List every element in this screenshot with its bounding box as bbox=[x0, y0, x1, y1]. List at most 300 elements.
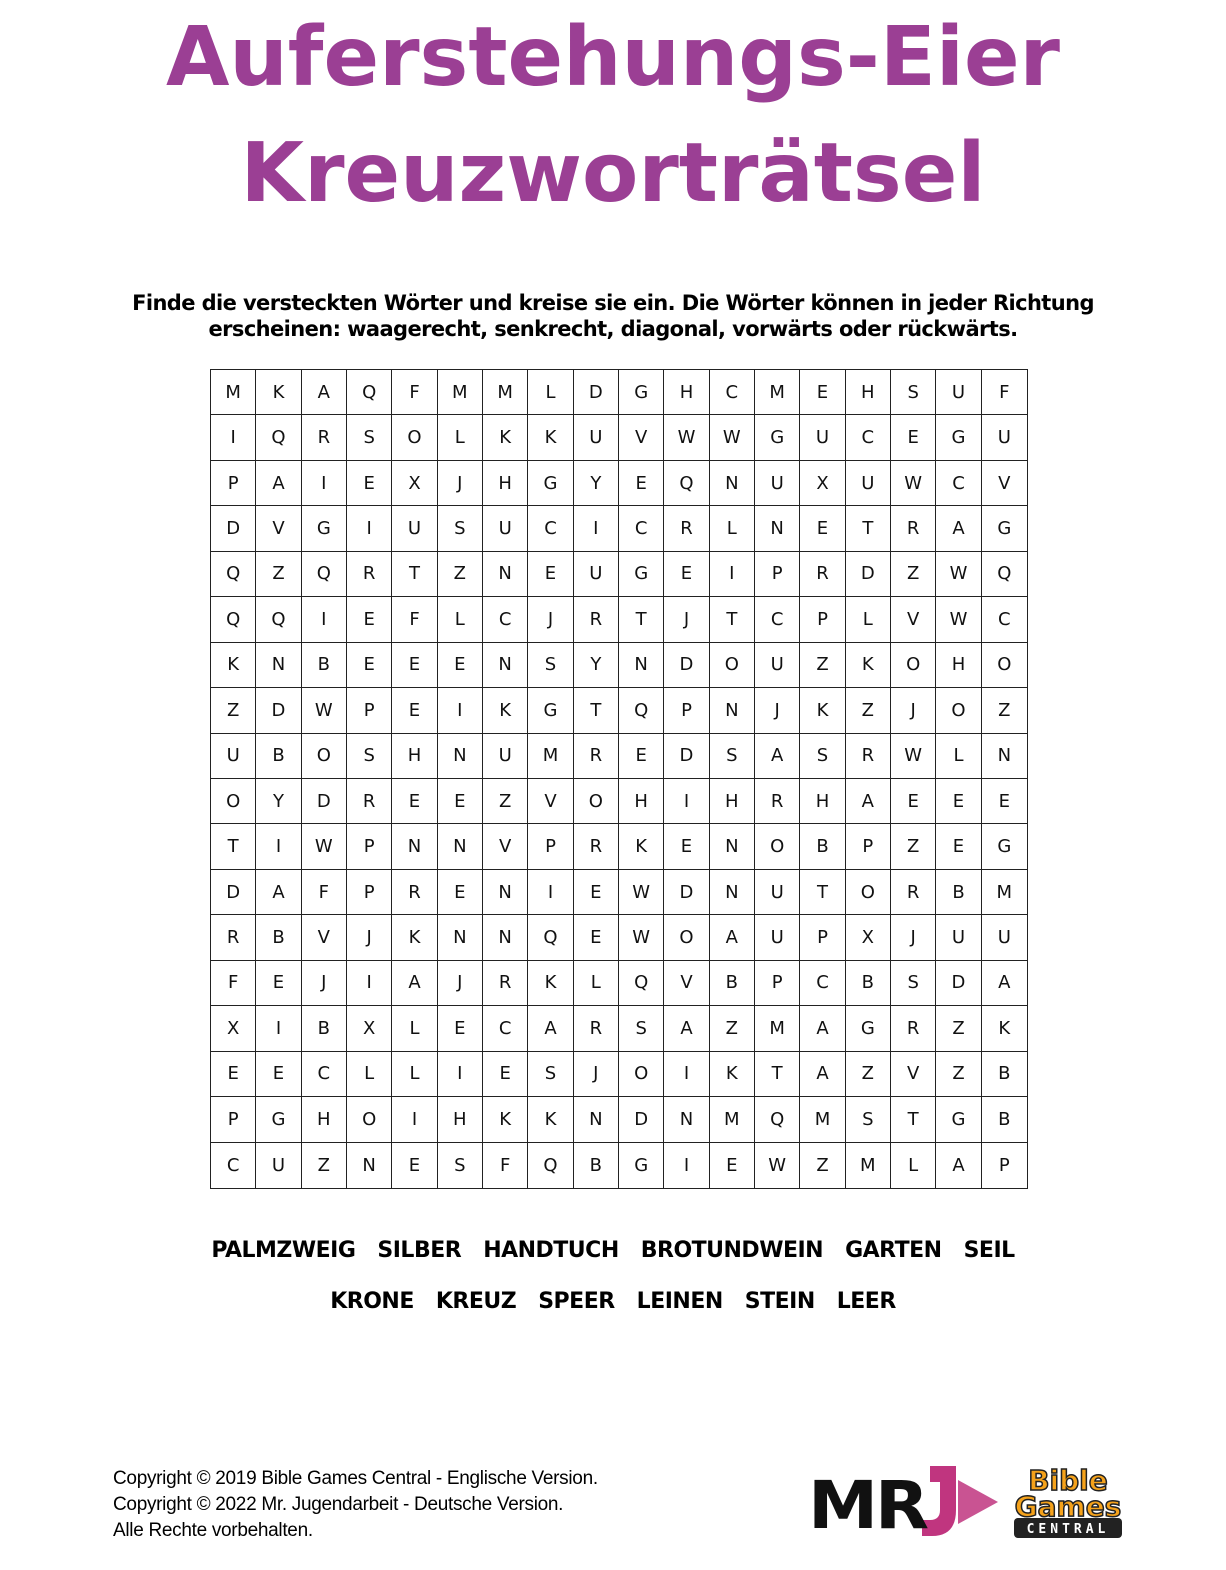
grid-cell[interactable]: X bbox=[392, 461, 437, 506]
grid-cell[interactable]: H bbox=[619, 779, 664, 824]
grid-cell[interactable]: Q bbox=[256, 597, 301, 642]
grid-cell[interactable]: A bbox=[528, 1006, 573, 1051]
grid-cell[interactable]: S bbox=[846, 1097, 891, 1142]
grid-cell[interactable]: P bbox=[347, 824, 392, 869]
grid-cell[interactable]: W bbox=[755, 1143, 800, 1188]
grid-cell[interactable]: Q bbox=[619, 688, 664, 733]
grid-cell[interactable]: I bbox=[302, 597, 347, 642]
grid-cell[interactable]: F bbox=[483, 1143, 528, 1188]
grid-cell[interactable]: I bbox=[347, 506, 392, 551]
grid-cell[interactable]: R bbox=[891, 1006, 936, 1051]
grid-cell[interactable]: E bbox=[256, 961, 301, 1006]
grid-cell[interactable]: R bbox=[574, 597, 619, 642]
grid-cell[interactable]: M bbox=[483, 370, 528, 415]
grid-cell[interactable]: Q bbox=[982, 552, 1027, 597]
grid-cell[interactable]: H bbox=[392, 734, 437, 779]
grid-cell[interactable]: Z bbox=[256, 552, 301, 597]
grid-cell[interactable]: D bbox=[256, 688, 301, 733]
grid-cell[interactable]: C bbox=[528, 506, 573, 551]
grid-cell[interactable]: G bbox=[528, 461, 573, 506]
grid-cell[interactable]: Q bbox=[211, 597, 256, 642]
grid-cell[interactable]: P bbox=[528, 824, 573, 869]
grid-cell[interactable]: N bbox=[438, 915, 483, 960]
grid-cell[interactable]: U bbox=[936, 915, 981, 960]
grid-cell[interactable]: N bbox=[438, 824, 483, 869]
grid-cell[interactable]: E bbox=[347, 643, 392, 688]
grid-cell[interactable]: T bbox=[619, 597, 664, 642]
grid-cell[interactable]: C bbox=[710, 370, 755, 415]
grid-cell[interactable]: U bbox=[483, 506, 528, 551]
grid-cell[interactable]: Q bbox=[528, 915, 573, 960]
grid-cell[interactable]: O bbox=[891, 643, 936, 688]
grid-cell[interactable]: K bbox=[619, 824, 664, 869]
grid-cell[interactable]: E bbox=[438, 779, 483, 824]
grid-cell[interactable]: J bbox=[664, 597, 709, 642]
grid-cell[interactable]: L bbox=[574, 961, 619, 1006]
grid-cell[interactable]: S bbox=[438, 1143, 483, 1188]
grid-cell[interactable]: T bbox=[891, 1097, 936, 1142]
grid-cell[interactable]: E bbox=[392, 688, 437, 733]
grid-cell[interactable]: I bbox=[392, 1097, 437, 1142]
grid-cell[interactable]: K bbox=[392, 915, 437, 960]
grid-cell[interactable]: D bbox=[664, 870, 709, 915]
grid-cell[interactable]: A bbox=[982, 961, 1027, 1006]
grid-cell[interactable]: F bbox=[302, 870, 347, 915]
grid-cell[interactable]: D bbox=[936, 961, 981, 1006]
grid-cell[interactable]: T bbox=[710, 597, 755, 642]
grid-cell[interactable]: Z bbox=[891, 824, 936, 869]
grid-cell[interactable]: G bbox=[982, 824, 1027, 869]
grid-cell[interactable]: J bbox=[891, 915, 936, 960]
grid-cell[interactable]: H bbox=[664, 370, 709, 415]
grid-cell[interactable]: W bbox=[710, 415, 755, 460]
grid-cell[interactable]: E bbox=[392, 779, 437, 824]
grid-cell[interactable]: A bbox=[846, 779, 891, 824]
grid-cell[interactable]: L bbox=[392, 1006, 437, 1051]
grid-cell[interactable]: N bbox=[438, 734, 483, 779]
grid-cell[interactable]: R bbox=[664, 506, 709, 551]
grid-cell[interactable]: Z bbox=[800, 643, 845, 688]
grid-cell[interactable]: S bbox=[438, 506, 483, 551]
grid-cell[interactable]: V bbox=[528, 779, 573, 824]
grid-cell[interactable]: M bbox=[800, 1097, 845, 1142]
grid-cell[interactable]: Z bbox=[302, 1143, 347, 1188]
grid-cell[interactable]: R bbox=[755, 779, 800, 824]
grid-cell[interactable]: V bbox=[256, 506, 301, 551]
grid-cell[interactable]: N bbox=[710, 824, 755, 869]
grid-cell[interactable]: B bbox=[302, 643, 347, 688]
grid-cell[interactable]: N bbox=[483, 870, 528, 915]
grid-cell[interactable]: D bbox=[664, 734, 709, 779]
grid-cell[interactable]: C bbox=[800, 961, 845, 1006]
grid-cell[interactable]: Z bbox=[846, 688, 891, 733]
grid-cell[interactable]: U bbox=[800, 415, 845, 460]
grid-cell[interactable]: K bbox=[483, 1097, 528, 1142]
grid-cell[interactable]: S bbox=[347, 415, 392, 460]
grid-cell[interactable]: U bbox=[755, 915, 800, 960]
grid-cell[interactable]: W bbox=[936, 552, 981, 597]
grid-cell[interactable]: P bbox=[347, 870, 392, 915]
grid-cell[interactable]: G bbox=[302, 506, 347, 551]
grid-cell[interactable]: D bbox=[211, 506, 256, 551]
grid-cell[interactable]: W bbox=[619, 915, 664, 960]
grid-cell[interactable]: Q bbox=[755, 1097, 800, 1142]
grid-cell[interactable]: I bbox=[664, 1052, 709, 1097]
grid-cell[interactable]: M bbox=[846, 1143, 891, 1188]
grid-cell[interactable]: B bbox=[982, 1097, 1027, 1142]
grid-cell[interactable]: J bbox=[574, 1052, 619, 1097]
grid-cell[interactable]: J bbox=[438, 961, 483, 1006]
grid-cell[interactable]: P bbox=[998, 1154, 1010, 1176]
grid-cell[interactable]: V bbox=[619, 415, 664, 460]
grid-cell[interactable]: V bbox=[664, 961, 709, 1006]
grid-cell[interactable]: R bbox=[347, 552, 392, 597]
grid-cell[interactable]: U bbox=[574, 415, 619, 460]
grid-cell[interactable]: K bbox=[982, 1006, 1027, 1051]
grid-cell[interactable]: H bbox=[483, 461, 528, 506]
grid-cell[interactable]: E bbox=[347, 597, 392, 642]
grid-cell[interactable]: T bbox=[574, 688, 619, 733]
grid-cell[interactable]: O bbox=[710, 643, 755, 688]
grid-cell[interactable]: R bbox=[483, 961, 528, 1006]
grid-cell[interactable]: C bbox=[755, 597, 800, 642]
grid-cell[interactable]: H bbox=[846, 370, 891, 415]
grid-cell[interactable]: E bbox=[891, 779, 936, 824]
grid-cell[interactable]: P bbox=[846, 824, 891, 869]
grid-cell[interactable]: B bbox=[846, 961, 891, 1006]
grid-cell[interactable]: O bbox=[846, 870, 891, 915]
grid-cell[interactable]: N bbox=[664, 1097, 709, 1142]
grid-cell[interactable]: E bbox=[664, 824, 709, 869]
grid-cell[interactable]: N bbox=[483, 915, 528, 960]
grid-cell[interactable]: N bbox=[574, 1097, 619, 1142]
grid-cell[interactable]: O bbox=[755, 824, 800, 869]
grid-cell[interactable]: U bbox=[392, 506, 437, 551]
grid-cell[interactable]: Y bbox=[256, 779, 301, 824]
grid-cell[interactable]: E bbox=[619, 734, 664, 779]
grid-cell[interactable]: Z bbox=[438, 552, 483, 597]
grid-cell[interactable]: G bbox=[936, 415, 981, 460]
grid-cell[interactable]: N bbox=[483, 552, 528, 597]
grid-cell[interactable]: P bbox=[347, 688, 392, 733]
grid-cell[interactable]: N bbox=[982, 734, 1027, 779]
grid-cell[interactable]: F bbox=[392, 370, 437, 415]
grid-cell[interactable]: O bbox=[574, 779, 619, 824]
grid-cell[interactable]: M bbox=[211, 370, 256, 415]
grid-cell[interactable]: H bbox=[302, 1097, 347, 1142]
grid-cell[interactable]: E bbox=[619, 461, 664, 506]
grid-cell[interactable]: P bbox=[755, 961, 800, 1006]
grid-cell[interactable]: R bbox=[392, 870, 437, 915]
grid-cell[interactable]: I bbox=[347, 961, 392, 1006]
grid-cell[interactable]: E bbox=[392, 643, 437, 688]
grid-cell[interactable]: K bbox=[710, 1052, 755, 1097]
grid-cell[interactable]: E bbox=[438, 643, 483, 688]
grid-cell[interactable]: I bbox=[438, 1052, 483, 1097]
grid-cell[interactable]: H bbox=[800, 779, 845, 824]
grid-cell[interactable]: R bbox=[211, 915, 256, 960]
grid-cell[interactable]: K bbox=[528, 1097, 573, 1142]
grid-cell[interactable]: L bbox=[936, 734, 981, 779]
grid-cell[interactable]: P bbox=[800, 915, 845, 960]
grid-cell[interactable]: G bbox=[619, 370, 664, 415]
grid-cell[interactable]: A bbox=[392, 961, 437, 1006]
grid-cell[interactable]: N bbox=[619, 643, 664, 688]
grid-cell[interactable]: Q bbox=[256, 415, 301, 460]
grid-cell[interactable]: A bbox=[664, 1006, 709, 1051]
grid-cell[interactable]: O bbox=[211, 779, 256, 824]
grid-cell[interactable]: A bbox=[936, 506, 981, 551]
grid-cell[interactable]: T bbox=[211, 824, 256, 869]
grid-cell[interactable]: P bbox=[211, 461, 256, 506]
grid-cell[interactable]: X bbox=[347, 1006, 392, 1051]
grid-cell[interactable]: B bbox=[800, 824, 845, 869]
grid-cell[interactable]: G bbox=[755, 415, 800, 460]
grid-cell[interactable]: K bbox=[528, 415, 573, 460]
grid-cell[interactable]: K bbox=[211, 643, 256, 688]
grid-cell[interactable]: D bbox=[302, 779, 347, 824]
grid-cell[interactable]: W bbox=[664, 415, 709, 460]
grid-cell[interactable]: H bbox=[936, 643, 981, 688]
grid-cell[interactable]: R bbox=[574, 824, 619, 869]
grid-cell[interactable]: Z bbox=[982, 688, 1027, 733]
grid-cell[interactable]: R bbox=[800, 552, 845, 597]
grid-cell[interactable]: B bbox=[256, 734, 301, 779]
grid-cell[interactable]: G bbox=[982, 506, 1027, 551]
grid-cell[interactable]: X bbox=[846, 915, 891, 960]
grid-cell[interactable]: R bbox=[891, 870, 936, 915]
grid-cell[interactable]: B bbox=[982, 1052, 1027, 1097]
grid-cell[interactable]: U bbox=[982, 915, 1027, 960]
grid-cell[interactable]: N bbox=[347, 1143, 392, 1188]
grid-cell[interactable]: N bbox=[710, 870, 755, 915]
grid-cell[interactable]: P bbox=[755, 552, 800, 597]
grid-cell[interactable]: L bbox=[347, 1052, 392, 1097]
grid-cell[interactable]: A bbox=[800, 1006, 845, 1051]
grid-cell[interactable]: R bbox=[891, 506, 936, 551]
grid-cell[interactable]: A bbox=[256, 461, 301, 506]
grid-cell[interactable]: K bbox=[256, 370, 301, 415]
grid-cell[interactable]: V bbox=[483, 824, 528, 869]
grid-cell[interactable]: I bbox=[302, 461, 347, 506]
grid-cell[interactable]: Q bbox=[302, 552, 347, 597]
grid-cell[interactable]: V bbox=[302, 915, 347, 960]
grid-cell[interactable]: C bbox=[982, 597, 1027, 642]
grid-cell[interactable]: G bbox=[619, 552, 664, 597]
grid-cell[interactable]: F bbox=[211, 961, 256, 1006]
grid-cell[interactable]: I bbox=[528, 870, 573, 915]
grid-cell[interactable]: Z bbox=[936, 1052, 981, 1097]
grid-cell[interactable]: N bbox=[755, 506, 800, 551]
grid-cell[interactable]: U bbox=[211, 734, 256, 779]
grid-cell[interactable]: U bbox=[483, 734, 528, 779]
grid-cell[interactable]: H bbox=[438, 1097, 483, 1142]
grid-cell[interactable]: U bbox=[936, 370, 981, 415]
grid-cell[interactable]: W bbox=[936, 597, 981, 642]
grid-cell[interactable]: S bbox=[891, 370, 936, 415]
grid-cell[interactable]: I bbox=[256, 824, 301, 869]
grid-cell[interactable]: J bbox=[528, 597, 573, 642]
grid-cell[interactable]: J bbox=[438, 461, 483, 506]
grid-cell[interactable]: J bbox=[755, 688, 800, 733]
grid-cell[interactable]: C bbox=[619, 506, 664, 551]
grid-cell[interactable]: C bbox=[483, 597, 528, 642]
grid-cell[interactable]: K bbox=[800, 688, 845, 733]
grid-cell[interactable]: M bbox=[755, 1006, 800, 1051]
grid-cell[interactable]: I bbox=[438, 688, 483, 733]
grid-cell[interactable]: E bbox=[438, 870, 483, 915]
grid-cell[interactable]: A bbox=[755, 734, 800, 779]
grid-cell[interactable]: L bbox=[846, 597, 891, 642]
grid-cell[interactable]: I bbox=[211, 415, 256, 460]
grid-cell[interactable]: Z bbox=[710, 1006, 755, 1051]
grid-cell[interactable]: Y bbox=[574, 461, 619, 506]
grid-cell[interactable]: F bbox=[982, 370, 1027, 415]
grid-cell[interactable]: Z bbox=[483, 779, 528, 824]
grid-cell[interactable]: W bbox=[891, 734, 936, 779]
grid-cell[interactable]: S bbox=[800, 734, 845, 779]
grid-cell[interactable]: S bbox=[710, 734, 755, 779]
grid-cell[interactable]: R bbox=[574, 1006, 619, 1051]
grid-cell[interactable]: O bbox=[982, 643, 1027, 688]
grid-cell[interactable]: T bbox=[755, 1052, 800, 1097]
grid-cell[interactable]: Z bbox=[800, 1143, 845, 1188]
grid-cell[interactable]: E bbox=[574, 870, 619, 915]
grid-cell[interactable]: V bbox=[891, 1052, 936, 1097]
grid-cell[interactable]: D bbox=[574, 370, 619, 415]
grid-cell[interactable]: E bbox=[528, 552, 573, 597]
grid-cell[interactable]: M bbox=[982, 870, 1027, 915]
grid-cell[interactable]: T bbox=[392, 552, 437, 597]
grid-cell[interactable]: E bbox=[392, 1143, 437, 1188]
grid-cell[interactable]: R bbox=[302, 415, 347, 460]
grid-cell[interactable]: B bbox=[302, 1006, 347, 1051]
grid-cell[interactable]: G bbox=[256, 1097, 301, 1142]
grid-cell[interactable]: Y bbox=[574, 643, 619, 688]
grid-cell[interactable]: E bbox=[574, 915, 619, 960]
grid-cell[interactable]: O bbox=[664, 915, 709, 960]
grid-cell[interactable]: C bbox=[211, 1143, 256, 1188]
grid-cell[interactable]: W bbox=[302, 688, 347, 733]
grid-cell[interactable]: L bbox=[528, 370, 573, 415]
grid-cell[interactable]: A bbox=[936, 1143, 981, 1188]
grid-cell[interactable]: S bbox=[528, 1052, 573, 1097]
grid-cell[interactable]: F bbox=[392, 597, 437, 642]
grid-cell[interactable]: L bbox=[438, 415, 483, 460]
grid-cell[interactable]: D bbox=[846, 552, 891, 597]
grid-cell[interactable]: T bbox=[800, 870, 845, 915]
grid-cell[interactable]: E bbox=[438, 1006, 483, 1051]
grid-cell[interactable]: B bbox=[710, 961, 755, 1006]
grid-cell[interactable]: E bbox=[483, 1052, 528, 1097]
grid-cell[interactable]: E bbox=[800, 370, 845, 415]
grid-cell[interactable]: N bbox=[483, 643, 528, 688]
grid-cell[interactable]: C bbox=[846, 415, 891, 460]
grid-cell[interactable]: P bbox=[211, 1097, 256, 1142]
grid-cell[interactable]: K bbox=[483, 688, 528, 733]
grid-cell[interactable]: O bbox=[392, 415, 437, 460]
grid-cell[interactable]: B bbox=[574, 1143, 619, 1188]
grid-cell[interactable]: R bbox=[347, 779, 392, 824]
grid-cell[interactable]: I bbox=[664, 779, 709, 824]
grid-cell[interactable]: E bbox=[710, 1143, 755, 1188]
grid-cell[interactable]: M bbox=[528, 734, 573, 779]
grid-cell[interactable]: X bbox=[211, 1006, 256, 1051]
grid-cell[interactable]: I bbox=[664, 1143, 709, 1188]
grid-cell[interactable]: O bbox=[619, 1052, 664, 1097]
grid-cell[interactable]: W bbox=[891, 461, 936, 506]
grid-cell[interactable]: W bbox=[619, 870, 664, 915]
grid-cell[interactable]: Q bbox=[347, 370, 392, 415]
grid-cell[interactable]: L bbox=[392, 1052, 437, 1097]
grid-cell[interactable]: U bbox=[755, 461, 800, 506]
grid-cell[interactable]: O bbox=[936, 688, 981, 733]
grid-cell[interactable]: A bbox=[256, 870, 301, 915]
grid-cell[interactable]: O bbox=[302, 734, 347, 779]
grid-cell[interactable]: J bbox=[302, 961, 347, 1006]
grid-cell[interactable]: E bbox=[936, 824, 981, 869]
grid-cell[interactable]: J bbox=[347, 915, 392, 960]
grid-cell[interactable]: R bbox=[574, 734, 619, 779]
grid-cell[interactable]: M bbox=[438, 370, 483, 415]
grid-cell[interactable]: K bbox=[528, 961, 573, 1006]
grid-cell[interactable]: E bbox=[891, 415, 936, 460]
grid-cell[interactable]: C bbox=[302, 1052, 347, 1097]
grid-cell[interactable]: C bbox=[483, 1006, 528, 1051]
grid-cell[interactable]: B bbox=[256, 915, 301, 960]
grid-cell[interactable]: D bbox=[664, 643, 709, 688]
grid-cell[interactable]: N bbox=[392, 824, 437, 869]
grid-cell[interactable]: C bbox=[936, 461, 981, 506]
grid-cell[interactable]: S bbox=[347, 734, 392, 779]
grid-cell[interactable]: W bbox=[302, 824, 347, 869]
grid-cell[interactable]: G bbox=[528, 688, 573, 733]
grid-cell[interactable]: L bbox=[438, 597, 483, 642]
grid-cell[interactable]: A bbox=[800, 1052, 845, 1097]
grid-cell[interactable]: S bbox=[528, 643, 573, 688]
grid-cell[interactable]: U bbox=[755, 870, 800, 915]
grid-cell[interactable]: D bbox=[211, 870, 256, 915]
grid-cell[interactable]: J bbox=[891, 688, 936, 733]
grid-cell[interactable]: T bbox=[846, 506, 891, 551]
grid-cell[interactable]: E bbox=[347, 461, 392, 506]
grid-cell[interactable]: M bbox=[710, 1097, 755, 1142]
grid-cell[interactable]: U bbox=[846, 461, 891, 506]
grid-cell[interactable]: Z bbox=[211, 688, 256, 733]
grid-cell[interactable]: E bbox=[211, 1052, 256, 1097]
grid-cell[interactable]: E bbox=[664, 552, 709, 597]
grid-cell[interactable]: E bbox=[256, 1052, 301, 1097]
grid-cell[interactable]: P bbox=[664, 688, 709, 733]
grid-cell[interactable]: Z bbox=[936, 1006, 981, 1051]
grid-cell[interactable]: A bbox=[302, 370, 347, 415]
grid-cell[interactable]: U bbox=[755, 643, 800, 688]
grid-cell[interactable]: I bbox=[710, 552, 755, 597]
grid-cell[interactable]: Q bbox=[664, 461, 709, 506]
grid-cell[interactable]: Q bbox=[211, 552, 256, 597]
grid-cell[interactable]: I bbox=[574, 506, 619, 551]
grid-cell[interactable]: Q bbox=[619, 961, 664, 1006]
grid-cell[interactable]: G bbox=[846, 1006, 891, 1051]
grid-cell[interactable]: O bbox=[347, 1097, 392, 1142]
grid-cell[interactable]: E bbox=[800, 506, 845, 551]
grid-cell[interactable]: V bbox=[891, 597, 936, 642]
grid-cell[interactable]: S bbox=[891, 961, 936, 1006]
grid-cell[interactable]: V bbox=[982, 461, 1027, 506]
grid-cell[interactable]: Z bbox=[891, 552, 936, 597]
grid-cell[interactable]: B bbox=[936, 870, 981, 915]
grid-cell[interactable]: L bbox=[891, 1143, 936, 1188]
